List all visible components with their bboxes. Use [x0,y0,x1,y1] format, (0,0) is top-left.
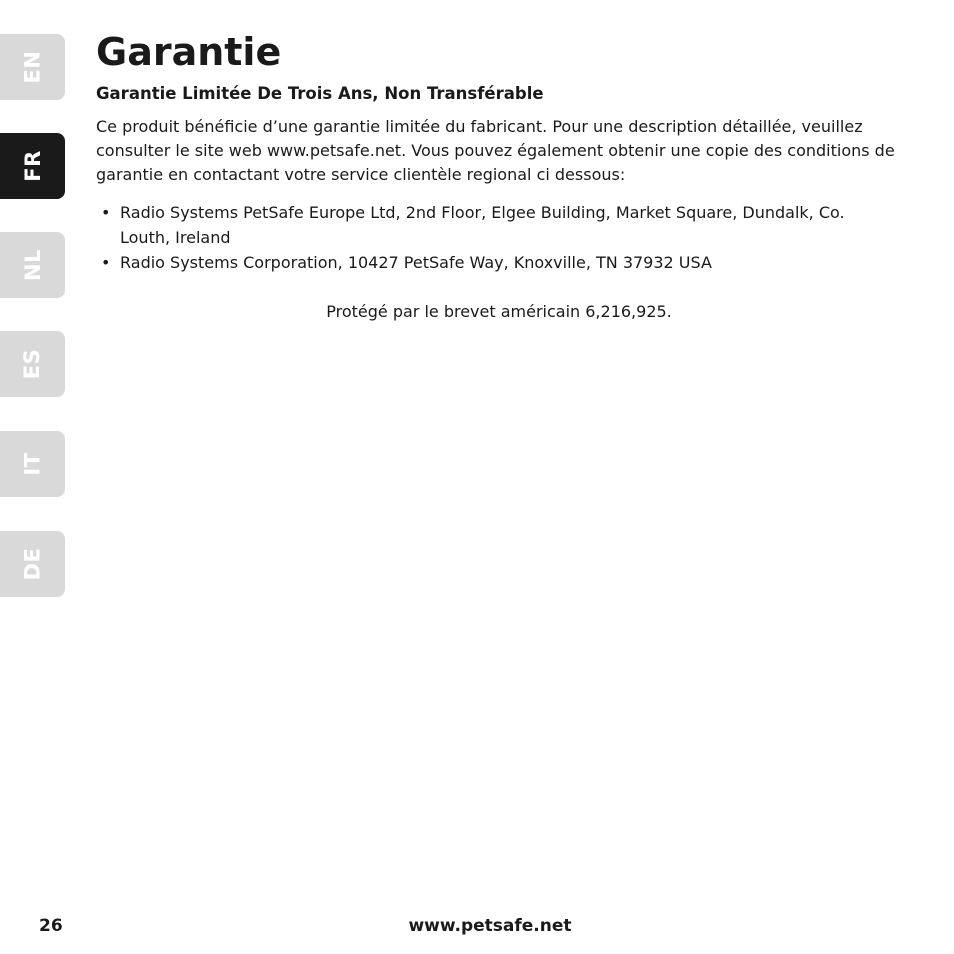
language-tab-label: DE [20,547,45,581]
language-tab-label: ES [20,348,45,380]
page-number: 26 [39,916,63,936]
language-tab-en[interactable] [0,34,65,100]
language-tab-label: FR [20,150,45,182]
language-tab-es[interactable] [0,331,65,397]
language-tab-label: NL [20,249,45,281]
section-subtitle: Garantie Limitée De Trois Ans, Non Transférable [96,84,544,103]
language-tab-label: EN [20,50,45,84]
address-list [96,200,896,275]
language-tab-nl[interactable] [0,232,65,298]
bullet-icon: • [101,253,111,272]
language-tab-it[interactable] [0,431,65,497]
bullet-icon: • [101,203,111,222]
language-tab-de[interactable] [0,531,65,597]
address-text: Radio Systems Corporation, 10427 PetSafe Way, Knoxville, TN 37932 USA [120,253,712,272]
language-tab-fr[interactable] [0,133,65,199]
list-item [96,250,896,275]
footer-url-link[interactable]: www.petsafe.net [408,916,572,936]
list-item [96,200,896,250]
address-text: Radio Systems PetSafe Europe Ltd, 2nd Floor, Elgee Building, Market Square, Dundalk, Co. Louth, Ireland [120,203,845,247]
patent-notice: Protégé par le brevet américain 6,216,925. [326,302,672,321]
intro-paragraph: Ce produit bénéficie d’une garantie limitée du fabricant. Pour une description détaillée, veuillez consulter le site web www.petsafe.net. Vous pouvez également obtenir une copie des conditions de garantie en contactant votre service clientèle regional ci dessous: [96,117,895,184]
page-title: Garantie [96,30,282,74]
language-tab-label: IT [20,452,45,476]
